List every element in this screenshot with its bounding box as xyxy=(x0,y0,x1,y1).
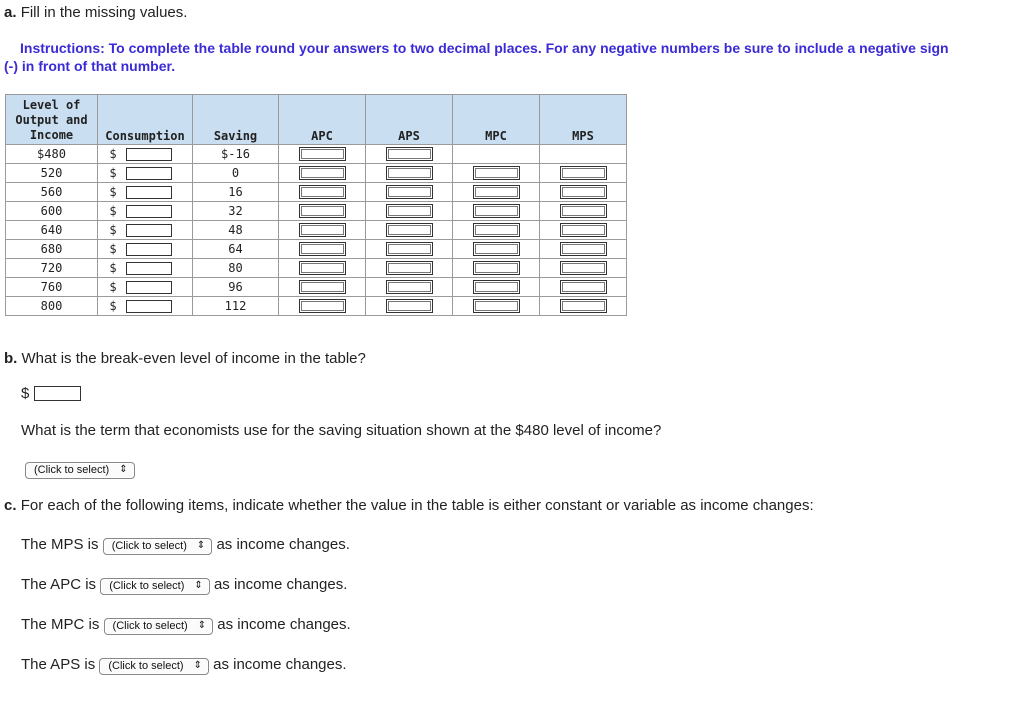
mps-cell xyxy=(540,183,627,202)
select-label: (Click to select) xyxy=(34,464,110,476)
table-row xyxy=(6,278,627,297)
item-suffix: as income changes. xyxy=(217,616,351,633)
mpc-input[interactable] xyxy=(473,242,520,256)
income-cell: $480 xyxy=(6,145,98,164)
header-aps: APS xyxy=(366,95,453,145)
part-a-letter: a. xyxy=(4,4,17,21)
currency-symbol: $ xyxy=(109,166,117,180)
mpc-input[interactable] xyxy=(473,166,520,180)
aps-input[interactable] xyxy=(386,242,433,256)
apc-cell xyxy=(279,221,366,240)
aps-input[interactable] xyxy=(386,204,433,218)
item-suffix: as income changes. xyxy=(213,656,347,673)
aps-cell xyxy=(366,202,453,221)
currency-symbol: $ xyxy=(109,280,117,294)
currency-symbol: $ xyxy=(21,385,30,402)
aps-input[interactable] xyxy=(386,166,433,180)
consumption-cell xyxy=(98,240,193,259)
income-saving-table xyxy=(5,94,627,316)
part-a-heading xyxy=(4,4,187,21)
income-cell: 560 xyxy=(6,183,98,202)
consumption-cell xyxy=(98,221,193,240)
consumption-input[interactable] xyxy=(126,224,172,237)
header-income-line3: Income xyxy=(29,128,74,142)
currency-symbol: $ xyxy=(109,261,117,275)
part-b-question1-text: What is the break-even level of income in the table? xyxy=(21,350,366,367)
aps-cell xyxy=(366,145,453,164)
income-cell: 520 xyxy=(6,164,98,183)
apc-cell xyxy=(279,164,366,183)
select-label: (Click to select) xyxy=(109,580,185,592)
income-cell: 760 xyxy=(6,278,98,297)
mpc-cell xyxy=(453,202,540,221)
apc-cell xyxy=(279,297,366,316)
consumption-input[interactable] xyxy=(126,186,172,199)
item-suffix: as income changes. xyxy=(213,576,348,593)
currency-symbol: $ xyxy=(109,242,117,256)
apc-cell xyxy=(279,145,366,164)
mpc-cell xyxy=(453,145,540,164)
apc-input[interactable] xyxy=(299,242,346,256)
apc-input[interactable] xyxy=(299,166,346,180)
apc-cell xyxy=(279,183,366,202)
saving-cell: 80 xyxy=(193,259,279,278)
income-cell: 680 xyxy=(6,240,98,259)
aps-cell xyxy=(366,240,453,259)
aps-cell xyxy=(366,164,453,183)
consumption-cell xyxy=(98,183,193,202)
mps-cell xyxy=(540,164,627,183)
mpc-input[interactable] xyxy=(473,204,520,218)
aps-input[interactable] xyxy=(386,280,433,294)
apc-input[interactable] xyxy=(299,280,346,294)
currency-symbol: $ xyxy=(109,299,117,313)
header-income-line2: Output and xyxy=(15,113,88,127)
table-row xyxy=(6,297,627,316)
consumption-input[interactable] xyxy=(126,243,172,256)
header-income xyxy=(6,95,98,145)
consumption-input[interactable] xyxy=(126,262,172,275)
mps-cell xyxy=(540,297,627,316)
table-row xyxy=(6,240,627,259)
mpc-input[interactable] xyxy=(473,280,520,294)
saving-cell: 112 xyxy=(193,297,279,316)
saving-cell: 48 xyxy=(193,221,279,240)
aps-cell xyxy=(366,259,453,278)
income-cell: 640 xyxy=(6,221,98,240)
consumption-cell xyxy=(98,259,193,278)
aps-input[interactable] xyxy=(386,185,433,199)
consumption-cell xyxy=(98,297,193,316)
mps-cell xyxy=(540,202,627,221)
aps-cell xyxy=(366,183,453,202)
updown-chevron-icon: ⇕ xyxy=(119,464,128,475)
updown-chevron-icon: ⇕ xyxy=(197,620,207,631)
item-mps xyxy=(21,536,350,555)
aps-cell xyxy=(366,221,453,240)
income-cell: 720 xyxy=(6,259,98,278)
table-row xyxy=(6,259,627,278)
saving-term-select[interactable] xyxy=(25,462,135,479)
apc-input[interactable] xyxy=(299,185,346,199)
mps-input[interactable] xyxy=(560,242,607,256)
header-consumption: Consumption xyxy=(98,95,193,145)
apc-input[interactable] xyxy=(299,147,346,161)
item-suffix: as income changes. xyxy=(216,536,350,553)
consumption-input[interactable] xyxy=(126,205,172,218)
table-row xyxy=(6,221,627,240)
item-prefix: The MPS is xyxy=(21,536,99,553)
aps-select[interactable] xyxy=(99,658,209,675)
mps-cell xyxy=(540,145,627,164)
mps-cell xyxy=(540,221,627,240)
part-b-letter: b. xyxy=(4,350,18,367)
select-label: (Click to select) xyxy=(108,660,184,672)
aps-cell xyxy=(366,297,453,316)
header-mpc: MPC xyxy=(453,95,540,145)
saving-cell: 32 xyxy=(193,202,279,221)
aps-cell xyxy=(366,278,453,297)
instructions: Instructions: To complete the table round your answers to two decimal places. For any negative numbers be sure to include a negative sign (-) in front of that number. xyxy=(4,40,949,74)
table-row xyxy=(6,202,627,221)
mpc-select[interactable] xyxy=(104,618,214,635)
table-row xyxy=(6,164,627,183)
apc-input[interactable] xyxy=(299,261,346,275)
mpc-input[interactable] xyxy=(473,223,520,237)
table-row xyxy=(6,145,627,164)
mpc-cell xyxy=(453,183,540,202)
aps-input[interactable] xyxy=(386,147,433,161)
mpc-cell xyxy=(453,259,540,278)
currency-symbol: $ xyxy=(109,204,117,218)
part-c-letter: c. xyxy=(4,497,17,514)
mpc-input[interactable] xyxy=(473,299,520,313)
apc-input[interactable] xyxy=(299,223,346,237)
item-aps xyxy=(21,656,347,675)
item-prefix: The MPC is xyxy=(21,616,100,633)
saving-cell: 0 xyxy=(193,164,279,183)
part-c-question xyxy=(4,497,814,514)
select-label: (Click to select) xyxy=(112,620,188,632)
consumption-input[interactable] xyxy=(126,148,172,161)
mpc-cell xyxy=(453,240,540,259)
mps-select[interactable] xyxy=(103,538,213,555)
header-apc: APC xyxy=(279,95,366,145)
apc-cell xyxy=(279,259,366,278)
mpc-input[interactable] xyxy=(473,261,520,275)
currency-symbol: $ xyxy=(109,147,117,161)
part-c-question-text: For each of the following items, indicate whether the value in the table is either constant or variable as income changes: xyxy=(20,497,814,514)
apc-cell xyxy=(279,278,366,297)
header-income-line1: Level of xyxy=(22,98,81,112)
saving-cell: 96 xyxy=(193,278,279,297)
part-b-question2: What is the term that economists use for the saving situation shown at the $480 level of income? xyxy=(21,422,662,439)
item-apc xyxy=(21,576,347,595)
consumption-cell xyxy=(98,145,193,164)
mps-cell xyxy=(540,240,627,259)
aps-input[interactable] xyxy=(386,223,433,237)
break-even-input[interactable] xyxy=(34,386,81,401)
break-even-answer xyxy=(21,385,81,402)
aps-input[interactable] xyxy=(386,261,433,275)
mps-input[interactable] xyxy=(560,223,607,237)
apc-input[interactable] xyxy=(299,204,346,218)
updown-chevron-icon: ⇕ xyxy=(194,580,203,591)
saving-cell: $-16 xyxy=(193,145,279,164)
apc-select[interactable] xyxy=(100,578,210,595)
mpc-cell xyxy=(453,221,540,240)
consumption-cell xyxy=(98,202,193,221)
mps-cell xyxy=(540,278,627,297)
currency-symbol: $ xyxy=(109,185,117,199)
apc-cell xyxy=(279,202,366,221)
table-row xyxy=(6,183,627,202)
consumption-cell xyxy=(98,278,193,297)
mps-input[interactable] xyxy=(560,185,607,199)
consumption-input[interactable] xyxy=(126,167,172,180)
aps-input[interactable] xyxy=(386,299,433,313)
part-a-text: Fill in the missing values. xyxy=(20,4,188,21)
mpc-input[interactable] xyxy=(473,185,520,199)
consumption-input[interactable] xyxy=(126,300,172,313)
updown-chevron-icon: ⇕ xyxy=(193,660,202,671)
item-mpc xyxy=(21,616,351,635)
mps-input[interactable] xyxy=(560,299,607,313)
consumption-cell xyxy=(98,164,193,183)
updown-chevron-icon: ⇕ xyxy=(196,540,206,551)
apc-input[interactable] xyxy=(299,299,346,313)
mpc-cell xyxy=(453,278,540,297)
mpc-cell xyxy=(453,297,540,316)
saving-cell: 64 xyxy=(193,240,279,259)
income-cell: 800 xyxy=(6,297,98,316)
currency-symbol: $ xyxy=(109,223,117,237)
income-cell: 600 xyxy=(6,202,98,221)
mps-input[interactable] xyxy=(560,280,607,294)
mpc-cell xyxy=(453,164,540,183)
item-prefix: The APC is xyxy=(21,576,97,593)
header-mps: MPS xyxy=(540,95,627,145)
part-b-question1 xyxy=(4,350,366,367)
mps-input[interactable] xyxy=(560,204,607,218)
item-prefix: The APS is xyxy=(21,656,96,673)
saving-cell: 16 xyxy=(193,183,279,202)
header-saving: Saving xyxy=(193,95,279,145)
consumption-input[interactable] xyxy=(126,281,172,294)
mps-cell xyxy=(540,259,627,278)
apc-cell xyxy=(279,240,366,259)
select-label: (Click to select) xyxy=(111,540,187,552)
mps-input[interactable] xyxy=(560,261,607,275)
mps-input[interactable] xyxy=(560,166,607,180)
